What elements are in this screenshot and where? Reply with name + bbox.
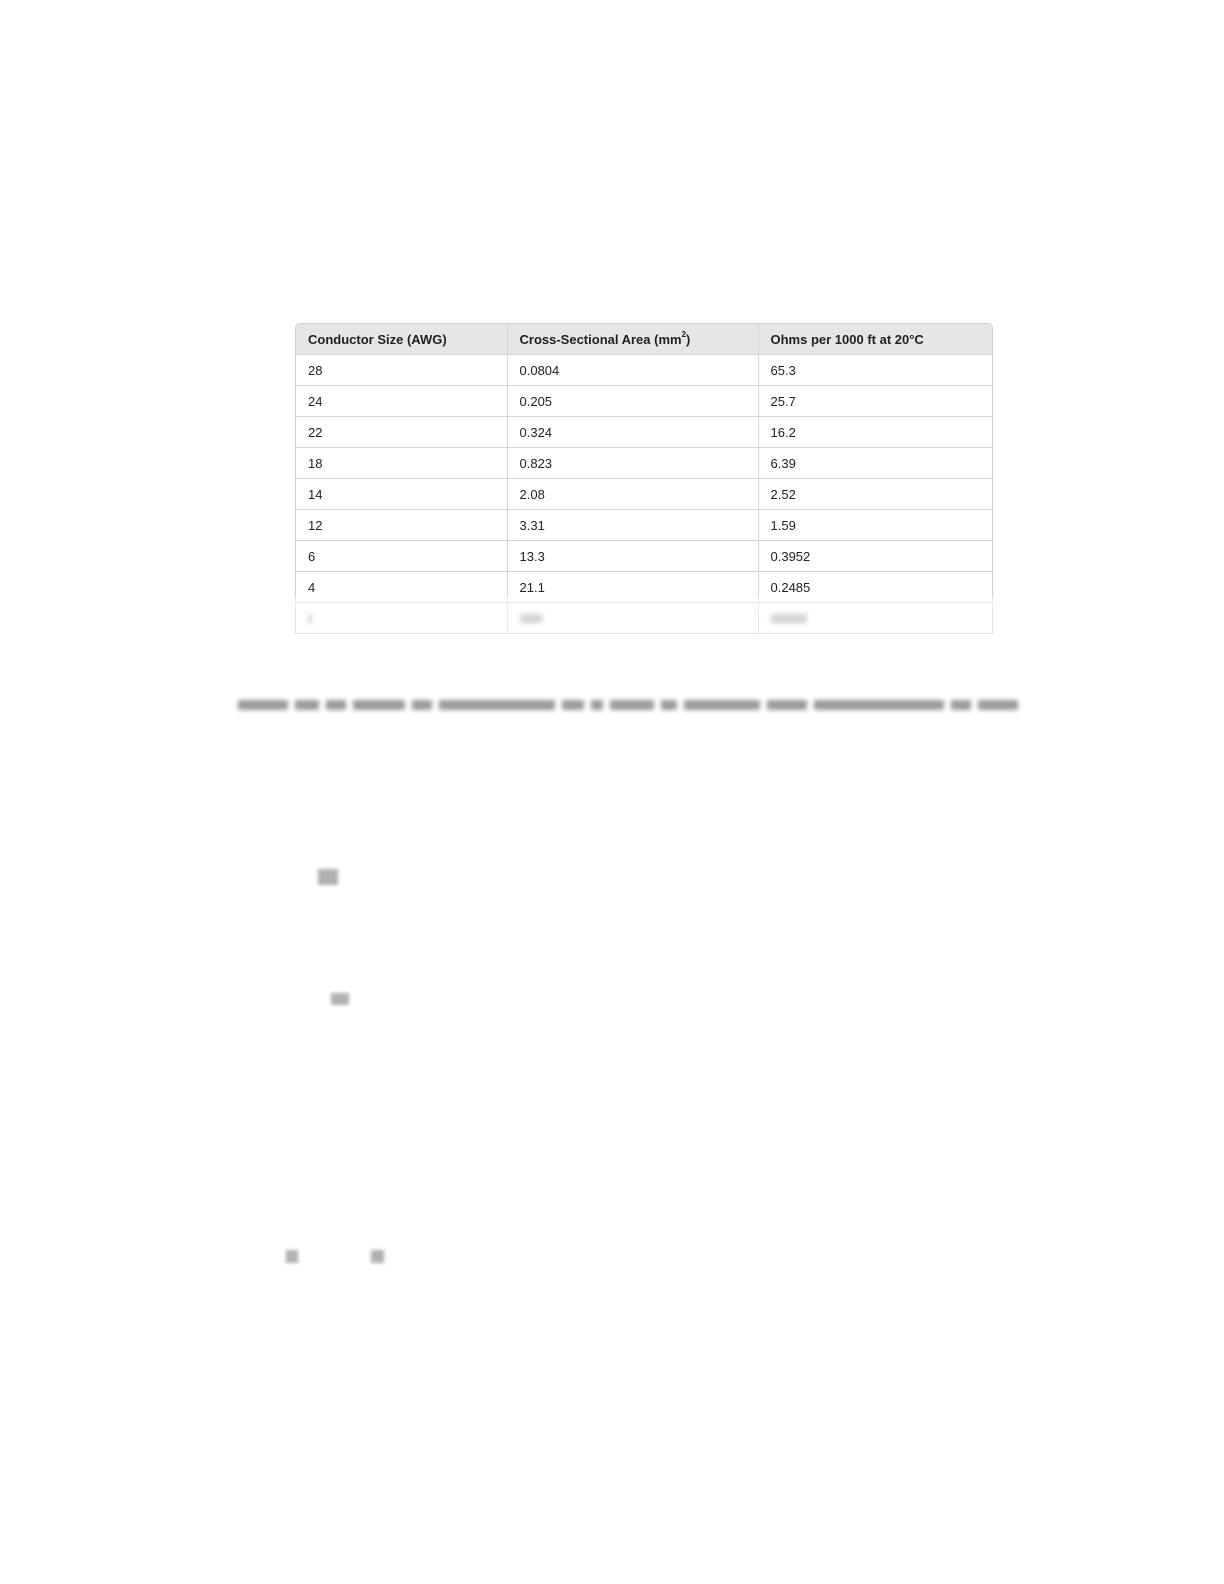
cell-area: 2.08	[507, 479, 758, 510]
cell-ohms: 1.59	[758, 510, 992, 541]
illegible-mark	[286, 1250, 298, 1263]
table-header-row	[296, 324, 992, 355]
table-row-illegible	[296, 603, 992, 634]
wire-gauge-table-container	[295, 323, 993, 634]
cell-area: 0.0804	[507, 355, 758, 386]
cell-area: 0.823	[507, 448, 758, 479]
cell-ohms: 25.7	[758, 386, 992, 417]
illegible-mark	[331, 993, 349, 1005]
cell-ohms: 6.39	[758, 448, 992, 479]
cell-ohms: 2.52	[758, 479, 992, 510]
cell-ohms: 0.3952	[758, 541, 992, 572]
header-conductor-size: Conductor Size (AWG)	[296, 324, 507, 355]
table-body	[296, 355, 992, 634]
cell-size: 18	[296, 448, 507, 479]
illegible-mark	[371, 1250, 384, 1263]
cell-size: 12	[296, 510, 507, 541]
cell-area: 0.324	[507, 417, 758, 448]
table-row	[296, 386, 992, 417]
cell-area-illegible	[507, 603, 758, 634]
header-area-close: )	[686, 331, 691, 347]
header-cross-sectional-area	[507, 324, 758, 355]
table-row	[296, 510, 992, 541]
table-row	[296, 541, 992, 572]
cell-size: 4	[296, 572, 507, 603]
cell-area: 13.3	[507, 541, 758, 572]
cell-area: 3.31	[507, 510, 758, 541]
header-ohms: Ohms per 1000 ft at 20°C	[758, 324, 992, 355]
table-row	[296, 417, 992, 448]
cell-size: 28	[296, 355, 507, 386]
table-row	[296, 448, 992, 479]
cell-ohms: 16.2	[758, 417, 992, 448]
cell-ohms-illegible	[758, 603, 992, 634]
cell-size-illegible	[296, 603, 507, 634]
cell-ohms: 65.3	[758, 355, 992, 386]
cell-area: 0.205	[507, 386, 758, 417]
cell-size: 22	[296, 417, 507, 448]
table-row	[296, 355, 992, 386]
cell-size: 14	[296, 479, 507, 510]
table-row	[296, 572, 992, 603]
header-area-text: Cross-Sectional Area (mm	[519, 331, 682, 347]
cell-size: 24	[296, 386, 507, 417]
cell-size: 6	[296, 541, 507, 572]
table-row	[296, 479, 992, 510]
cell-area: 21.1	[507, 572, 758, 603]
wire-gauge-table	[296, 324, 992, 634]
illegible-mark	[318, 869, 338, 885]
cell-ohms: 0.2485	[758, 572, 992, 603]
header-area-superscript: 2	[681, 330, 687, 340]
illegible-text-line	[238, 694, 1048, 716]
